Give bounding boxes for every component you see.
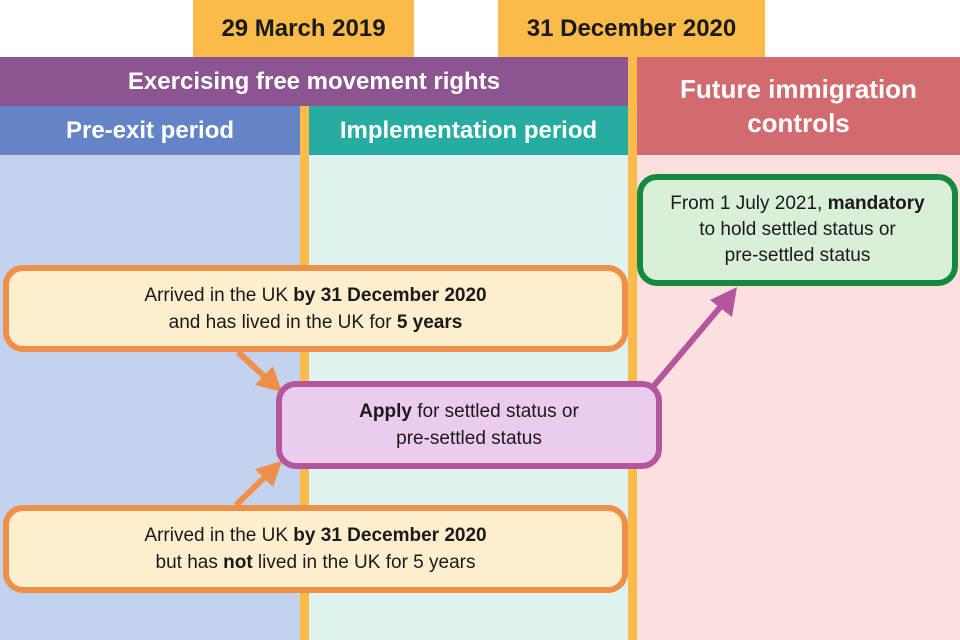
- arrived-five-years-box: [3, 265, 628, 352]
- free-movement-header: Exercising free movement rights: [0, 57, 628, 106]
- pre-exit-header: Pre-exit period: [0, 106, 300, 155]
- implementation-header: Implementation period: [309, 106, 628, 155]
- apply-status-line-1: Apply for settled status or: [359, 401, 579, 422]
- mandatory-status-line-2: to hold settled status or: [699, 219, 896, 240]
- arrived-not-five-years-line-2: but has not lived in the UK for 5 years: [155, 552, 476, 573]
- arrived-not-five-years-line-1: Arrived in the UK by 31 December 2020: [144, 525, 487, 546]
- date-marker-brexit: 29 March 2019: [193, 0, 414, 57]
- arrived-five-years-line-2: and has lived in the UK for 5 years: [168, 311, 463, 333]
- arrived-not-five-years-box: [3, 505, 628, 593]
- date-marker-end-transition: 31 December 2020: [498, 0, 765, 57]
- apply-status-line-2: pre-settled status: [396, 428, 542, 449]
- apply-status-box: [276, 381, 662, 469]
- mandatory-status-box: [637, 174, 958, 286]
- future-controls-header: Future immigration controls: [637, 57, 960, 155]
- mandatory-status-line-3: pre-settled status: [724, 245, 871, 266]
- timeline-divider-2: [628, 57, 637, 640]
- mandatory-status-line-1: From 1 July 2021, mandatory: [670, 193, 925, 214]
- arrived-five-years-line-1: Arrived in the UK by 31 December 2020: [144, 284, 487, 306]
